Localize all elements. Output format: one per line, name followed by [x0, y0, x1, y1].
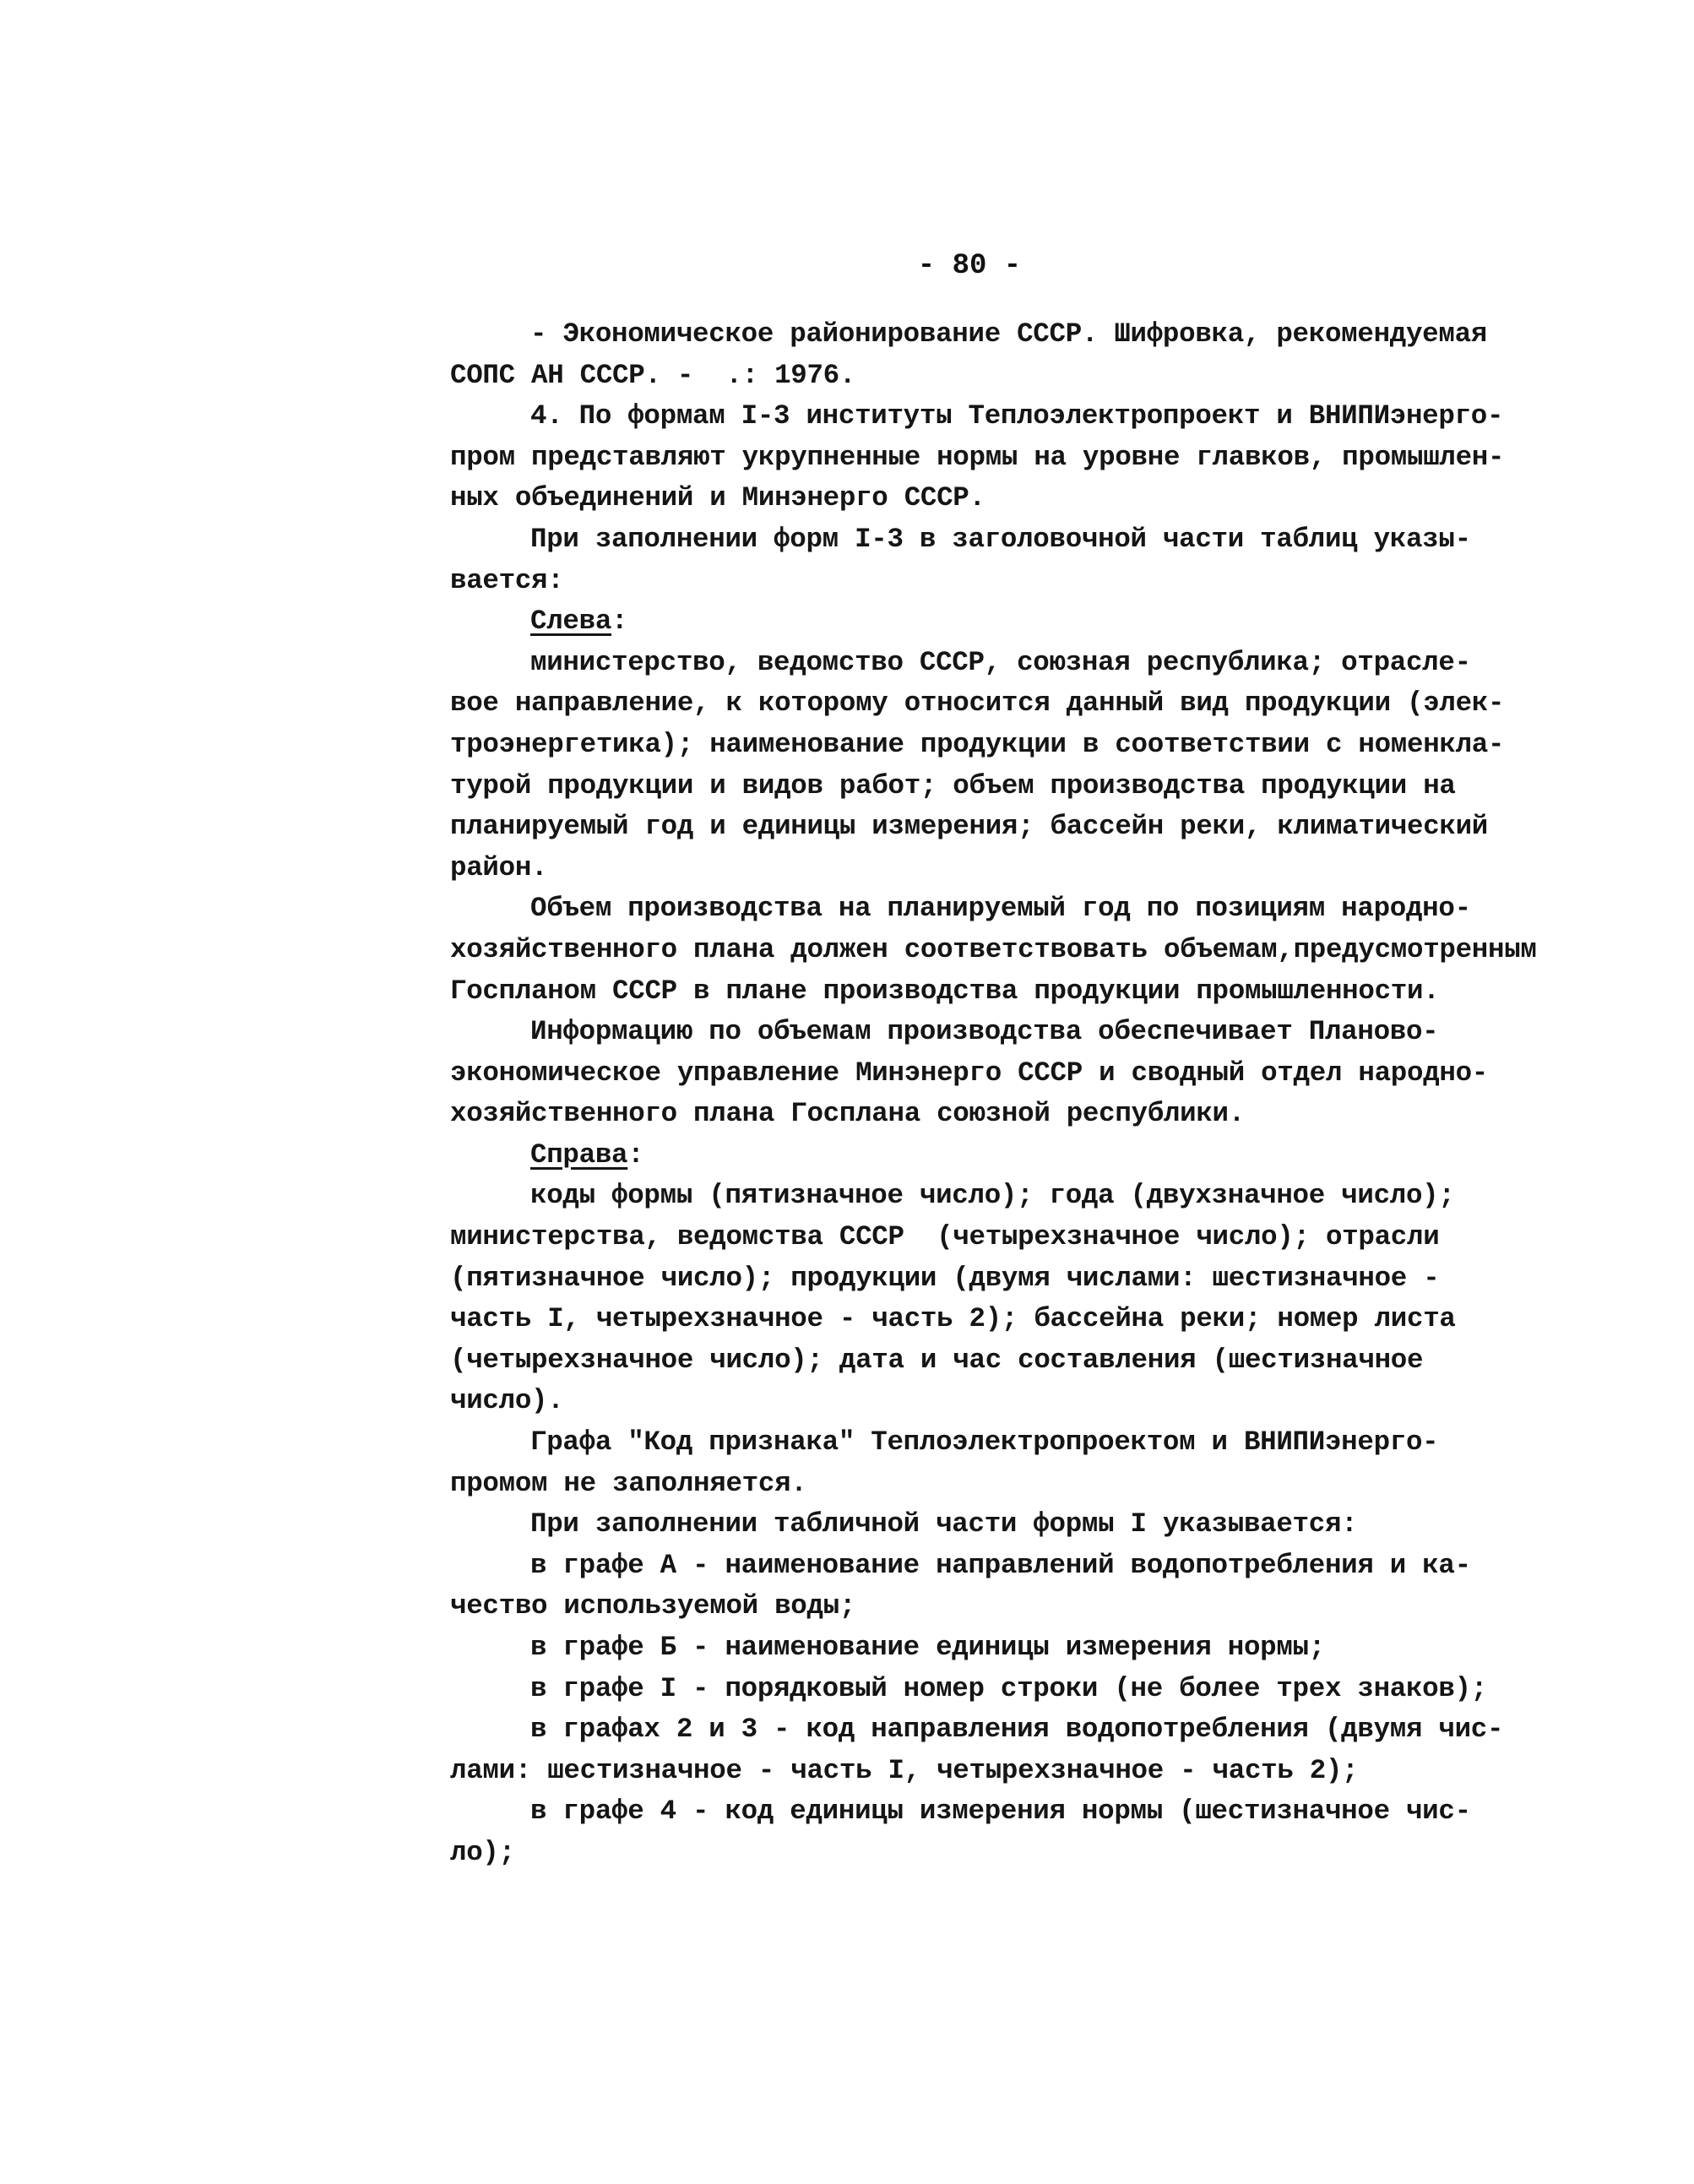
text-line — [450, 1546, 1649, 1587]
text-line — [450, 1833, 1649, 1874]
text-line — [450, 437, 1649, 479]
text-line — [450, 1669, 1649, 1710]
text-line — [450, 1422, 1649, 1464]
page-number: - 80 - — [917, 250, 1022, 282]
line-text: министерство, ведомство СССР, союзная республика; отрасле- — [530, 646, 1471, 678]
line-text: вается: — [450, 564, 564, 596]
line-text: Графа "Код признака" Теплоэлектропроектом и ВНИПИэнерго- — [530, 1426, 1439, 1459]
underlined-heading: Справа — [530, 1138, 628, 1171]
text-line — [450, 848, 1649, 889]
text-line — [450, 1340, 1649, 1382]
text-line — [450, 1627, 1649, 1669]
line-text: Объем производства на планируемый год по позициям народно- — [530, 893, 1471, 925]
line-text: турой продукции и видов работ; объем производства продукции на — [450, 769, 1456, 801]
text-line — [450, 1709, 1649, 1751]
text-line — [450, 643, 1649, 684]
text-line — [450, 1258, 1649, 1300]
line-text: ло); — [450, 1836, 515, 1868]
line-text: хозяйственного плана Госплана союзной республики. — [450, 1098, 1245, 1130]
text-line — [450, 766, 1649, 807]
line-text: в графе А - наименование направлений водопотребления и ка- — [530, 1549, 1471, 1581]
underlined-heading: Слева — [530, 606, 612, 638]
document-body — [450, 314, 1649, 1874]
line-text: лами: шестизначное - часть I, четырехзначное - часть 2); — [450, 1754, 1359, 1786]
text-line — [450, 930, 1649, 971]
line-text: промом не заполняется. — [450, 1467, 807, 1499]
line-text: планируемый год и единицы измерения; бассейн реки, климатический — [450, 811, 1489, 843]
text-line — [450, 519, 1649, 561]
text-line — [450, 1176, 1649, 1217]
text-line — [450, 1751, 1649, 1792]
line-text: пром представляют укрупненные нормы на уровне главков, промышлен- — [450, 441, 1505, 473]
text-line — [450, 561, 1649, 602]
text-line — [450, 1586, 1649, 1627]
text-line — [450, 1464, 1649, 1505]
text-line — [450, 356, 1649, 397]
line-text: в графе Б - наименование единицы измерения нормы; — [530, 1632, 1325, 1663]
line-text: (пятизначное число); продукции (двумя числами: шестизначное - — [450, 1262, 1440, 1294]
text-line — [450, 683, 1649, 725]
section-heading — [450, 1135, 1649, 1176]
line-text: При заполнении табличной части формы I указывается: — [530, 1508, 1358, 1540]
line-text: число). — [450, 1385, 564, 1417]
line-text: вое направление, к которому относится данный вид продукции (элек- — [450, 687, 1505, 720]
line-text: район. — [450, 851, 548, 883]
line-text: Информацию по объемам производства обеспечивает Планово- — [530, 1016, 1439, 1048]
text-line — [450, 1299, 1649, 1340]
text-line — [450, 1053, 1649, 1095]
line-text: - Экономическое районирование СССР. Шифровка, рекомендуемая — [530, 318, 1487, 350]
text-line — [450, 1381, 1649, 1422]
line-text: ных объединений и Минэнерго СССР. — [450, 482, 985, 514]
text-line — [450, 478, 1649, 519]
section-heading — [450, 601, 1649, 643]
text-line — [450, 807, 1649, 848]
line-text: (четырехзначное число); дата и час составления (шестизначное — [450, 1344, 1424, 1376]
text-line — [450, 971, 1649, 1013]
text-line — [450, 1012, 1649, 1053]
line-text: При заполнении форм I-3 в заголовочной части таблиц указы- — [530, 523, 1471, 555]
line-text: в графах 2 и 3 - код направления водопотребления (двумя чис- — [530, 1714, 1504, 1746]
line-text: в графе 4 - код единицы измерения нормы (шестизначное чис- — [530, 1796, 1471, 1828]
line-text: хозяйственного плана должен соответствовать объемам,предусмотренным — [450, 933, 1537, 965]
line-text: министерства, ведомства СССР (четырехзначное число); отрасли — [450, 1221, 1440, 1253]
text-line — [450, 1791, 1649, 1833]
text-line — [450, 1094, 1649, 1135]
line-text: 4. По формам I-3 институты Теплоэлектропроект и ВНИПИэнерго- — [530, 400, 1504, 432]
line-text: : — [611, 606, 628, 638]
text-line — [450, 888, 1649, 930]
line-text: чество используемой воды; — [450, 1590, 856, 1622]
line-text: : — [627, 1138, 644, 1171]
text-line — [450, 314, 1649, 356]
line-text: СОПС АН СССР. - .: 1976. — [450, 359, 856, 391]
line-text: троэнергетика); наименование продукции в соответствии с номенкла- — [450, 728, 1505, 760]
line-text: часть I, четырехзначное - часть 2); бассейна реки; номер листа — [450, 1303, 1456, 1335]
line-text: в графе I - порядковый номер строки (не более трех знаков); — [530, 1672, 1487, 1704]
line-text: коды формы (пятизначное число); года (двухзначное число); — [530, 1180, 1455, 1212]
text-line — [450, 725, 1649, 766]
line-text: Госпланом СССР в плане производства продукции промышленности. — [450, 975, 1440, 1007]
text-line — [450, 1504, 1649, 1546]
text-line — [450, 396, 1649, 437]
line-text: экономическое управление Минэнерго СССР и сводный отдел народно- — [450, 1057, 1489, 1089]
text-line — [450, 1217, 1649, 1258]
